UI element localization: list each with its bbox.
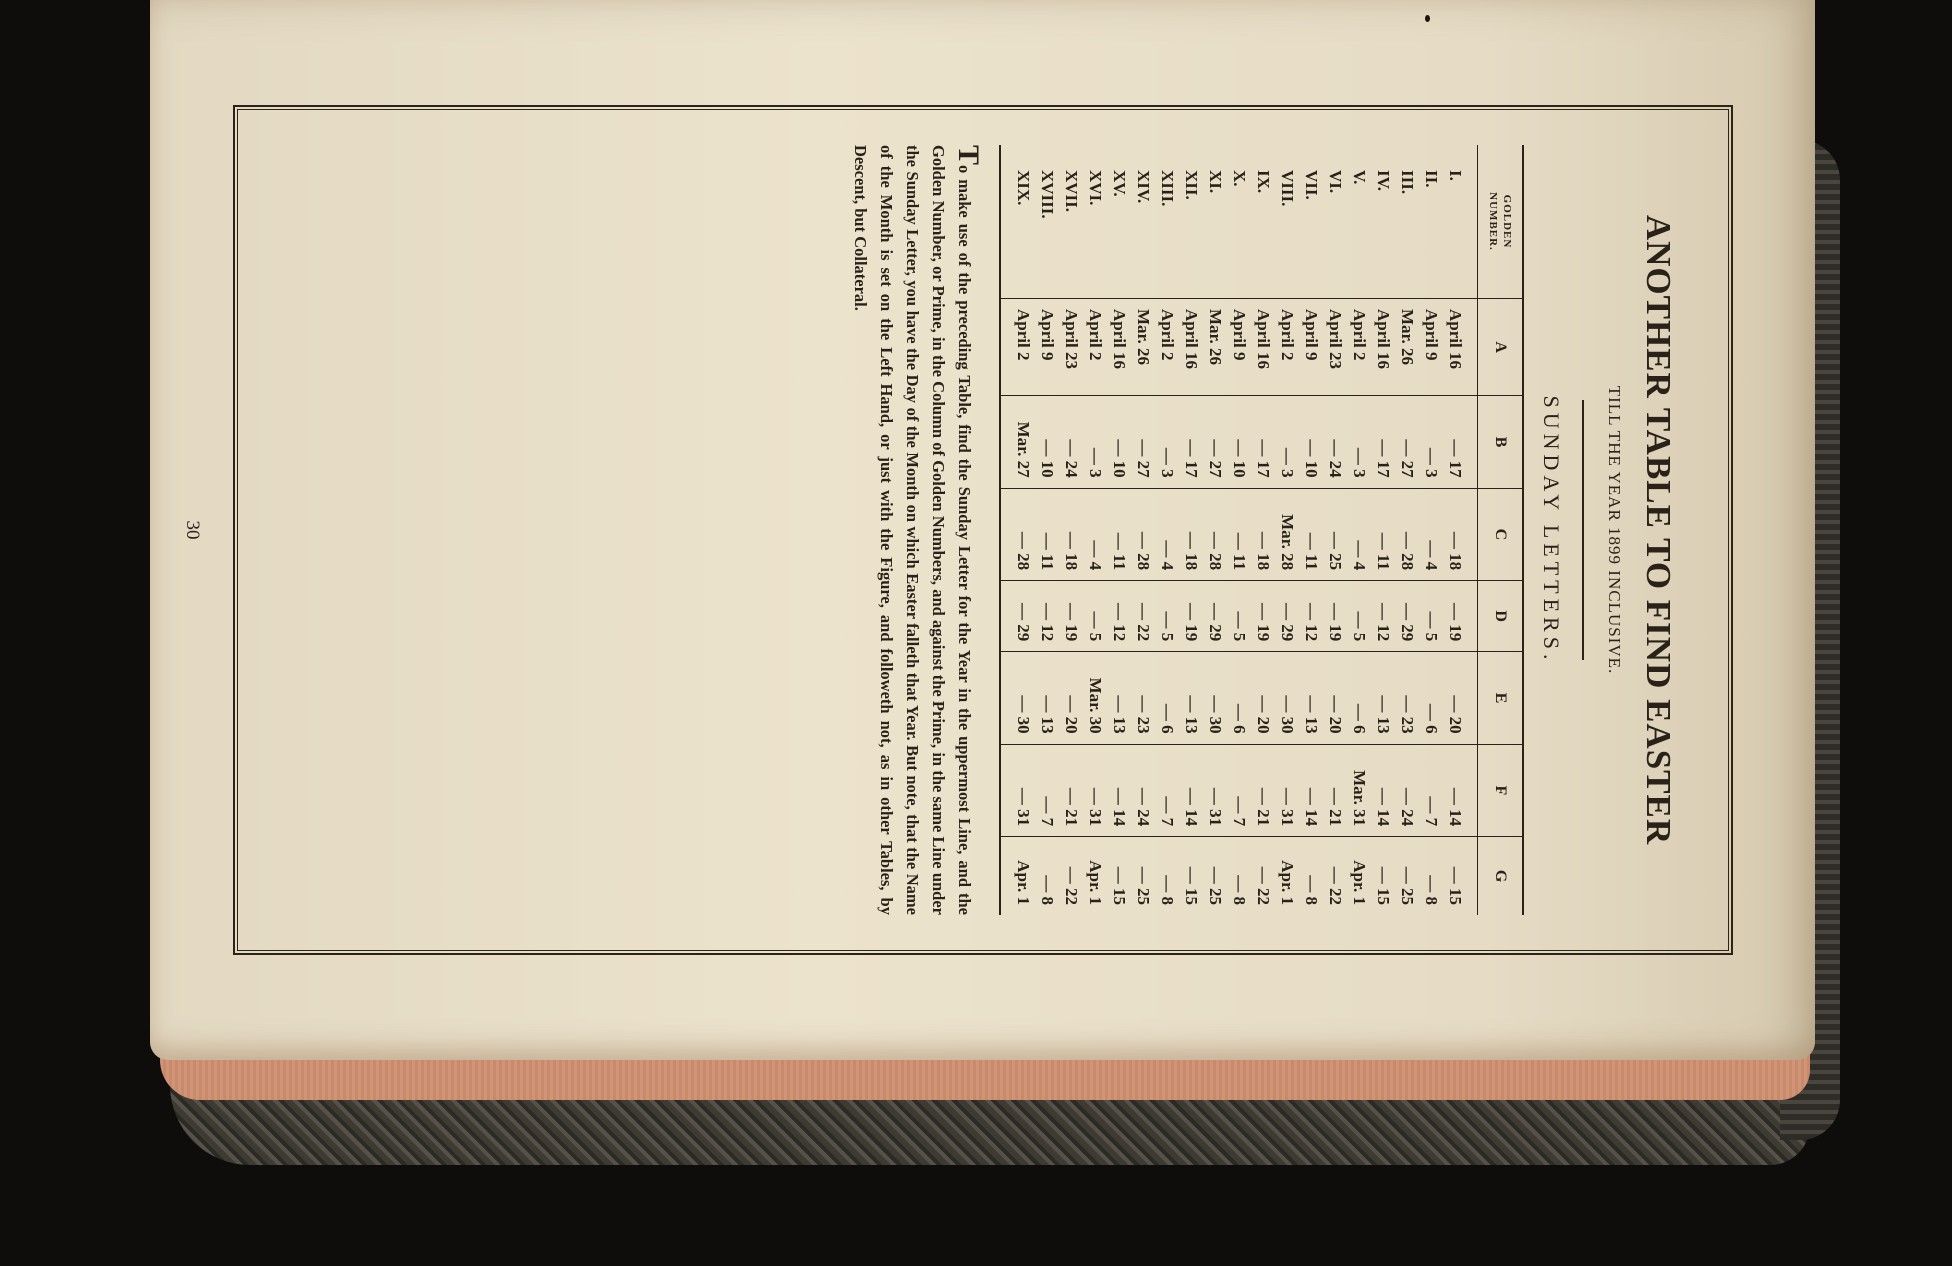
date-cell: — 30 [1275, 652, 1299, 744]
date-cell: — 19 [1443, 581, 1478, 652]
golden-number-cell: XV. [1109, 170, 1129, 197]
letter-header-f: F [1477, 744, 1523, 836]
letter-header-d: D [1477, 581, 1523, 652]
date-cell: — 13 [1299, 652, 1323, 744]
golden-number-cell: IX. [1253, 170, 1273, 194]
date-cell: — 5 [1083, 581, 1107, 652]
date-cell: — 31 [1000, 744, 1035, 836]
date-cell: — 18 [1059, 488, 1083, 580]
date-cell: Mar. 30 [1083, 652, 1107, 744]
easter-table [999, 145, 1524, 915]
date-cell: — 24 [1131, 744, 1155, 836]
date-cell: — 8 [1035, 837, 1059, 915]
golden-number-cell: XIII. [1157, 170, 1177, 207]
date-cell: April 16 [1443, 299, 1478, 396]
date-cell: April 9 [1299, 299, 1323, 396]
golden-number-cell: XVII. [1061, 170, 1081, 213]
table-row [1059, 145, 1083, 915]
golden-number-cell: X. [1229, 170, 1249, 187]
date-cell: — 14 [1179, 744, 1203, 836]
date-cell: — 18 [1251, 488, 1275, 580]
table-row [1035, 145, 1059, 915]
date-cell: — 14 [1299, 744, 1323, 836]
date-cell: — 17 [1179, 396, 1203, 488]
rotated-page-content [181, 105, 1733, 955]
date-cell: — 29 [1395, 581, 1419, 652]
section-heading: SUNDAY LETTERS. [1538, 395, 1564, 665]
date-cell: — 21 [1059, 744, 1083, 836]
page-subtitle: TILL THE YEAR 1899 INCLUSIVE. [1604, 385, 1624, 675]
table-row [1395, 145, 1419, 915]
date-cell: — 25 [1395, 837, 1419, 915]
date-cell: Mar. 26 [1203, 299, 1227, 396]
table-row [1227, 145, 1251, 915]
date-cell: — 13 [1035, 652, 1059, 744]
date-cell: April 16 [1107, 299, 1131, 396]
date-cell: — 10 [1035, 396, 1059, 488]
table-header-row [1477, 145, 1523, 915]
date-cell: — 24 [1323, 396, 1347, 488]
table-row [1443, 145, 1478, 915]
date-cell: — 22 [1059, 837, 1083, 915]
date-cell: — 27 [1395, 396, 1419, 488]
letter-header-b: B [1477, 396, 1523, 488]
date-cell: — 25 [1203, 837, 1227, 915]
date-cell: — 21 [1323, 744, 1347, 836]
table-row [1323, 145, 1347, 915]
date-cell: — 21 [1251, 744, 1275, 836]
date-cell: — 19 [1179, 581, 1203, 652]
golden-number-cell: XI. [1205, 170, 1225, 194]
date-cell: — 30 [1203, 652, 1227, 744]
date-cell: Apr. 1 [1000, 837, 1035, 915]
date-cell: — 8 [1227, 837, 1251, 915]
date-cell: Apr. 1 [1083, 837, 1107, 915]
golden-number-cell: I. [1445, 170, 1465, 181]
date-cell: — 19 [1251, 581, 1275, 652]
ink-dot [1425, 15, 1430, 22]
golden-number-cell: XII. [1181, 170, 1201, 200]
date-cell: — 12 [1371, 581, 1395, 652]
date-cell: — 20 [1443, 652, 1478, 744]
table-row [1275, 145, 1299, 915]
date-cell: Mar. 27 [1000, 396, 1035, 488]
date-cell: — 18 [1179, 488, 1203, 580]
date-cell: — 4 [1347, 488, 1371, 580]
date-cell: — 28 [1131, 488, 1155, 580]
letter-header-g: G [1477, 837, 1523, 915]
letter-header-a: A [1477, 299, 1523, 396]
page-content [847, 145, 1678, 915]
golden-number-cell: XIV. [1133, 170, 1153, 204]
date-cell: — 3 [1419, 396, 1443, 488]
table-row [1107, 145, 1131, 915]
table-row [1000, 145, 1035, 915]
date-cell: — 17 [1443, 396, 1478, 488]
date-cell: April 9 [1419, 299, 1443, 396]
date-cell: — 31 [1083, 744, 1107, 836]
date-cell: — 22 [1131, 581, 1155, 652]
table-row [1419, 145, 1443, 915]
instructions-paragraph [847, 145, 985, 915]
date-cell: — 23 [1395, 652, 1419, 744]
date-cell: — 3 [1347, 396, 1371, 488]
date-cell: — 25 [1131, 837, 1155, 915]
table-row [1371, 145, 1395, 915]
date-cell: April 23 [1059, 299, 1083, 396]
date-cell: — 4 [1419, 488, 1443, 580]
date-cell: April 2 [1000, 299, 1035, 396]
date-cell: — 3 [1155, 396, 1179, 488]
date-cell: — 15 [1179, 837, 1203, 915]
date-cell: — 27 [1131, 396, 1155, 488]
table-row [1299, 145, 1323, 915]
table-row [1347, 145, 1371, 915]
date-cell: — 24 [1395, 744, 1419, 836]
date-cell: — 4 [1083, 488, 1107, 580]
date-cell: — 29 [1000, 581, 1035, 652]
table-row [1155, 145, 1179, 915]
date-cell: April 2 [1083, 299, 1107, 396]
date-cell: — 13 [1179, 652, 1203, 744]
date-cell: — 28 [1395, 488, 1419, 580]
golden-number-cell: XVI. [1085, 170, 1105, 206]
date-cell: — 5 [1227, 581, 1251, 652]
date-cell: — 11 [1227, 488, 1251, 580]
date-cell: — 7 [1227, 744, 1251, 836]
date-cell: April 16 [1251, 299, 1275, 396]
date-cell: — 11 [1371, 488, 1395, 580]
date-cell: — 6 [1347, 652, 1371, 744]
golden-number-cell: VIII. [1277, 170, 1297, 207]
instructions-text: o make use of the preceding Table, find the Sunday Letter for the Year in the uppermost Line, and the Golden Number, or Prime, in the Column of Golden Numbers, and against the Prime, in the same Line under the Sunday Letter, you have the Day of the Month on which Easter falleth that Year. But note, that the Name of the Month is set on the Left Hand, or just with the Figure, and followeth not, as in other Tables, by Descent, but Collateral. [850, 145, 974, 915]
date-cell: — 18 [1443, 488, 1478, 580]
date-cell: April 16 [1371, 299, 1395, 396]
date-cell: — 3 [1275, 396, 1299, 488]
date-cell: — 20 [1251, 652, 1275, 744]
date-cell: — 22 [1251, 837, 1275, 915]
date-cell: — 19 [1059, 581, 1083, 652]
date-cell: — 25 [1323, 488, 1347, 580]
table-row [1083, 145, 1107, 915]
date-cell: — 13 [1107, 652, 1131, 744]
date-cell: — 14 [1371, 744, 1395, 836]
golden-number-cell: XVIII. [1037, 170, 1057, 219]
date-cell: — 31 [1203, 744, 1227, 836]
date-cell: — 10 [1227, 396, 1251, 488]
date-cell: — 11 [1035, 488, 1059, 580]
date-cell: — 17 [1371, 396, 1395, 488]
page-title: ANOTHER TABLE TO FIND EASTER [1638, 214, 1678, 846]
date-cell: Mar. 28 [1275, 488, 1299, 580]
date-cell: — 5 [1347, 581, 1371, 652]
golden-number-cell: IV. [1373, 170, 1393, 191]
date-cell: Apr. 1 [1347, 837, 1371, 915]
date-cell: Mar. 26 [1395, 299, 1419, 396]
date-cell: — 8 [1299, 837, 1323, 915]
date-cell: — 8 [1155, 837, 1179, 915]
date-cell: — 23 [1131, 652, 1155, 744]
divider-rule [1582, 400, 1584, 660]
date-cell: — 29 [1275, 581, 1299, 652]
date-cell: April 2 [1155, 299, 1179, 396]
table-row [1203, 145, 1227, 915]
date-cell: April 9 [1035, 299, 1059, 396]
date-cell: — 6 [1419, 652, 1443, 744]
date-cell: — 29 [1203, 581, 1227, 652]
date-cell: — 3 [1083, 396, 1107, 488]
letter-header-e: E [1477, 652, 1523, 744]
date-cell: — 17 [1251, 396, 1275, 488]
golden-number-cell: VI. [1325, 170, 1345, 194]
table-row [1251, 145, 1275, 915]
date-cell: — 20 [1323, 652, 1347, 744]
date-cell: April 2 [1275, 299, 1299, 396]
date-cell: — 28 [1203, 488, 1227, 580]
date-cell: — 14 [1443, 744, 1478, 836]
golden-number-cell: III. [1397, 170, 1417, 195]
date-cell: April 2 [1347, 299, 1371, 396]
date-cell: — 20 [1059, 652, 1083, 744]
date-cell: April 16 [1179, 299, 1203, 396]
table-row [1179, 145, 1203, 915]
date-cell: — 31 [1275, 744, 1299, 836]
date-cell: — 22 [1323, 837, 1347, 915]
date-cell: — 11 [1107, 488, 1131, 580]
date-cell: — 5 [1155, 581, 1179, 652]
date-cell: — 7 [1155, 744, 1179, 836]
date-cell: — 10 [1299, 396, 1323, 488]
golden-number-cell: II. [1421, 170, 1441, 188]
date-cell: — 28 [1000, 488, 1035, 580]
date-cell: — 12 [1299, 581, 1323, 652]
date-cell: April 9 [1227, 299, 1251, 396]
date-cell: — 15 [1107, 837, 1131, 915]
date-cell: — 7 [1419, 744, 1443, 836]
date-cell: — 8 [1419, 837, 1443, 915]
date-cell: — 19 [1323, 581, 1347, 652]
golden-number-cell: XIX. [1013, 170, 1033, 206]
date-cell: — 24 [1059, 396, 1083, 488]
table-body [1000, 145, 1478, 915]
date-cell: — 4 [1155, 488, 1179, 580]
date-cell: — 15 [1443, 837, 1478, 915]
date-cell: — 15 [1371, 837, 1395, 915]
date-cell: — 10 [1107, 396, 1131, 488]
date-cell: — 27 [1203, 396, 1227, 488]
date-cell: — 6 [1155, 652, 1179, 744]
date-cell: April 23 [1323, 299, 1347, 396]
date-cell: — 5 [1419, 581, 1443, 652]
date-cell: — 7 [1035, 744, 1059, 836]
date-cell: Apr. 1 [1275, 837, 1299, 915]
drop-cap: T [951, 145, 985, 166]
table-row [1131, 145, 1155, 915]
golden-number-cell: V. [1349, 170, 1369, 185]
date-cell: Mar. 31 [1347, 744, 1371, 836]
date-cell: — 12 [1107, 581, 1131, 652]
book-page [150, 0, 1815, 1060]
date-cell: — 12 [1035, 581, 1059, 652]
date-cell: — 30 [1000, 652, 1035, 744]
date-cell: — 6 [1227, 652, 1251, 744]
date-cell: — 14 [1107, 744, 1131, 836]
golden-number-header: GOLDEN NUMBER. [1486, 192, 1513, 251]
date-cell: Mar. 26 [1131, 299, 1155, 396]
golden-number-cell: VII. [1301, 170, 1321, 200]
page-number: 30 [181, 520, 203, 540]
letter-header-c: C [1477, 488, 1523, 580]
date-cell: — 11 [1299, 488, 1323, 580]
date-cell: — 13 [1371, 652, 1395, 744]
